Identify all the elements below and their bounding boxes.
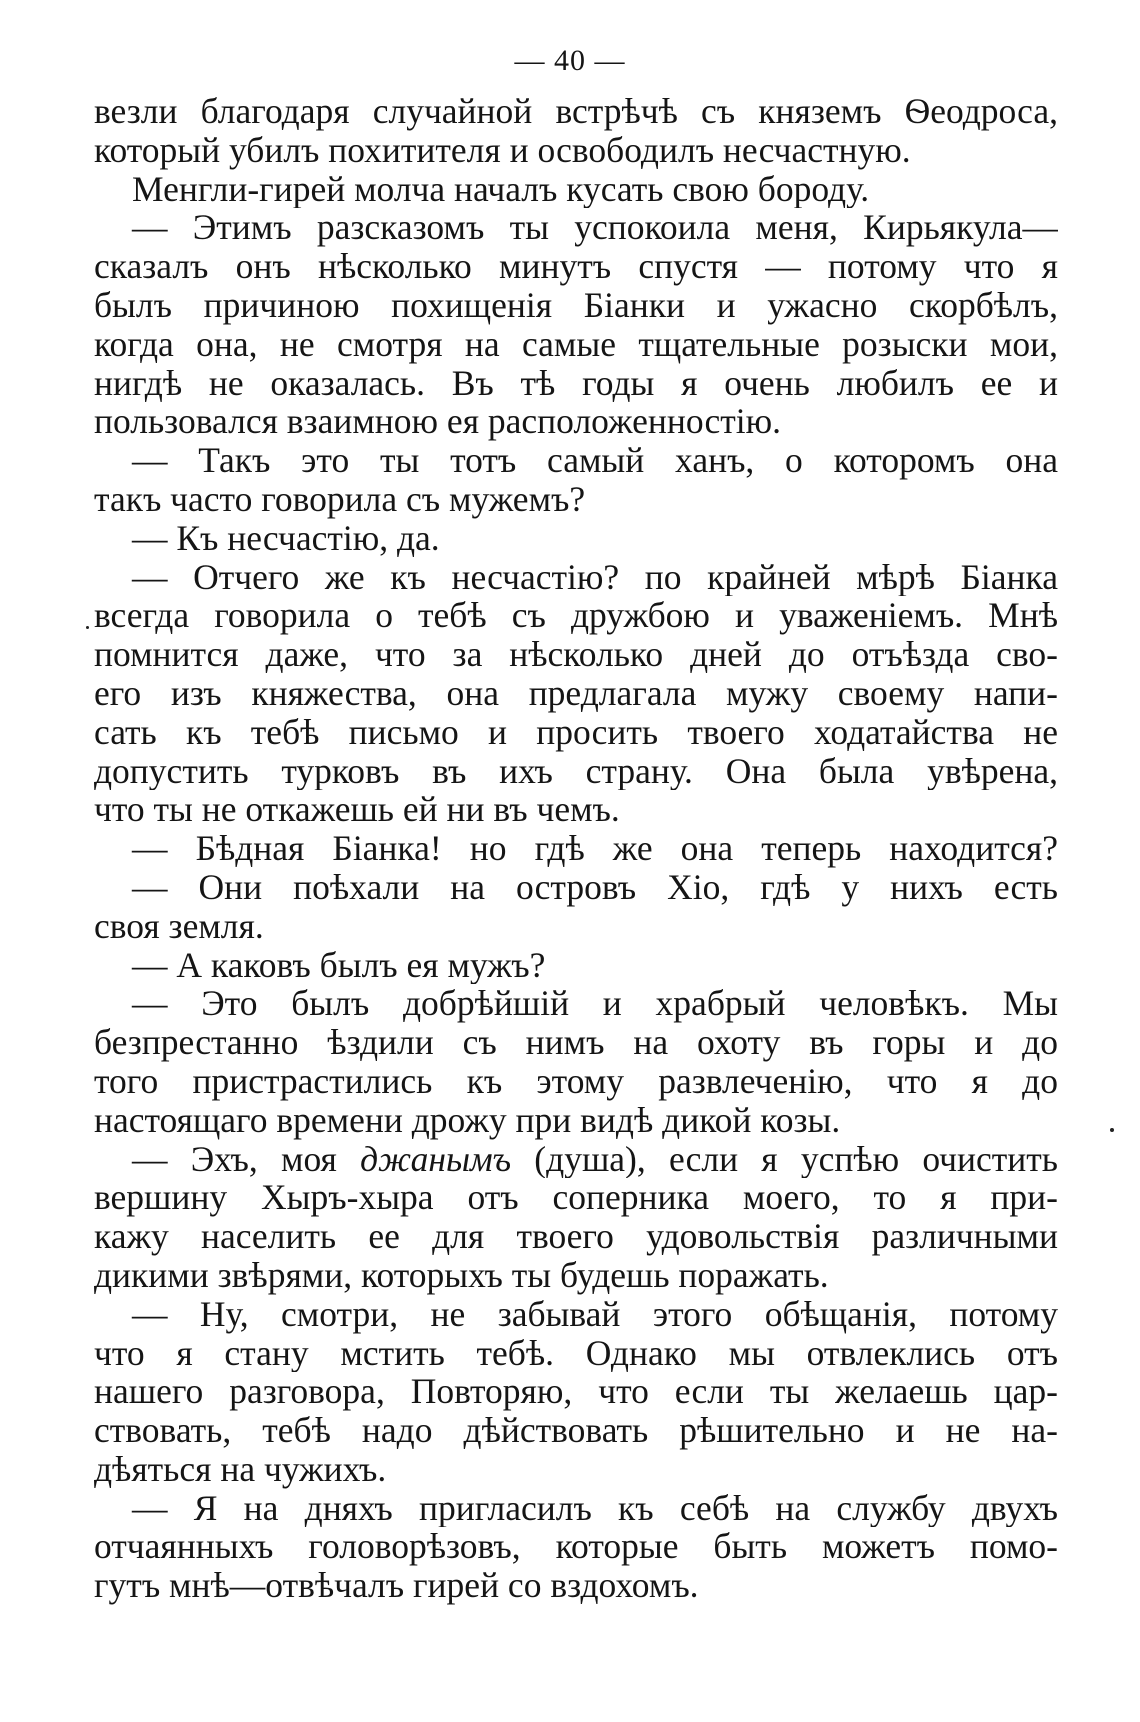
print-speck — [1110, 1128, 1114, 1132]
text-line: — Ну, смотри, не забывай этого обѣщанія, потому — [132, 1294, 1058, 1334]
text-line: сать къ тебѣ письмо и просить твоего ходатайства не — [94, 712, 1058, 752]
text-line: — Этимъ разсказомъ ты успокоила меня, Кирьякула— — [132, 208, 1058, 248]
text-line: который убилъ похитителя и освободилъ несчастную. — [94, 130, 911, 170]
text-line: что я стану мстить тебѣ. Однако мы отвлеклись отъ — [94, 1333, 1058, 1373]
text-line: — Это былъ добрѣйшій и храбрый человѣкъ. Мы — [132, 984, 1058, 1024]
text-line: настоящаго времени дрожу при видѣ дикой козы. — [94, 1100, 841, 1140]
text-line: — Такъ это ты тотъ самый ханъ, о которомъ она — [132, 441, 1058, 480]
body-text — [94, 92, 1058, 1605]
text-line: нигдѣ не оказалась. Въ тѣ годы я очень любилъ ее и — [94, 363, 1058, 403]
text-line: безпрестанно ѣздили съ нимъ на охоту въ горы и до — [94, 1023, 1058, 1062]
text-line: дикими звѣрями, которыхъ ты будешь поражать. — [94, 1255, 829, 1295]
text-line: того пристрастились къ этому развлеченію, что я до — [94, 1061, 1058, 1101]
text-line: — Бѣдная Біанка! но гдѣ же она теперь находится? — [132, 829, 1058, 868]
text-line: — Я на дняхъ пригласилъ къ себѣ на службу двухъ — [132, 1488, 1058, 1528]
text-line: нашего разговора, Повторяю, что если ты желаешь цар- — [94, 1372, 1058, 1412]
text-line: везли благодаря случайной встрѣчѣ съ княземъ Ѳеодроса, — [94, 92, 1058, 131]
text-line: своя земля. — [94, 906, 264, 946]
text-line: — А каковъ былъ ея мужъ? — [132, 945, 546, 985]
text-segment: (душа), если я успѣю очистить — [511, 1139, 1058, 1179]
text-line: допустить турковъ въ ихъ страну. Она была увѣрена, — [94, 751, 1058, 791]
text-line: когда она, не смотря на самые тщательные розыски мои, — [94, 324, 1058, 364]
text-line: отчаянныхъ головорѣзовъ, которые быть можетъ помо- — [94, 1527, 1058, 1567]
text-line: Менгли-гирей молча началъ кусать свою бороду. — [132, 169, 870, 209]
text-line: сказалъ онъ нѣсколько минутъ спустя — потому что я — [94, 247, 1058, 286]
print-speck — [86, 626, 89, 629]
text-line: такъ часто говорила съ мужемъ? — [94, 479, 586, 519]
text-line: былъ причиною похищенія Біанки и ужасно скорбѣлъ, — [94, 285, 1058, 325]
text-line-with-italic — [94, 1140, 1058, 1179]
text-line: кажу населить ее для твоего удовольствія различными — [94, 1217, 1058, 1256]
text-line: всегда говорила о тебѣ съ дружбою и уваженіемъ. Мнѣ — [94, 596, 1058, 636]
text-line: ствовать, тебѣ надо дѣйствовать рѣшительно и не на- — [94, 1411, 1058, 1450]
text-line: пользовался взаимною ея расположенностію. — [94, 402, 781, 442]
text-line: дѣяться на чужихъ. — [94, 1449, 387, 1489]
italic-word: джанымъ — [360, 1139, 512, 1179]
text-line: — Они поѣхали на островъ Хіо, гдѣ у нихъ есть — [132, 867, 1058, 907]
text-line: гутъ мнѣ—отвѣчалъ гирей со вздохомъ. — [94, 1566, 699, 1606]
text-segment: — Эхъ, моя — [132, 1139, 361, 1179]
text-line: помнится даже, что за нѣсколько дней до отъѣзда сво- — [94, 635, 1058, 674]
page-number: — 40 — — [514, 44, 626, 77]
text-line: — Отчего же къ несчастію? по крайней мѣрѣ Біанка — [132, 557, 1058, 597]
text-line: — Къ несчастію, да. — [132, 518, 440, 558]
text-line: вершину Хыръ-хыра отъ соперника моего, то я при- — [94, 1178, 1058, 1218]
text-line: что ты не откажешь ей ни въ чемъ. — [94, 790, 620, 830]
text-line: его изъ княжества, она предлагала мужу своему напи- — [94, 673, 1058, 713]
